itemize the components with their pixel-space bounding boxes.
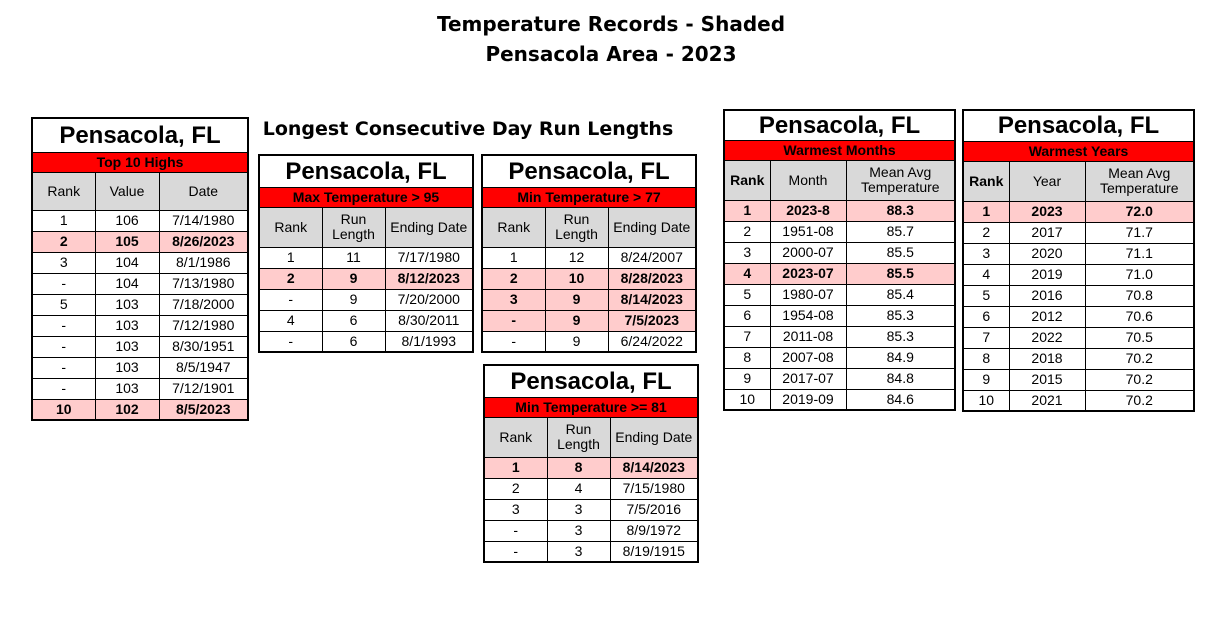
table-cell: - [32, 315, 95, 336]
table-header-row [963, 161, 1194, 201]
column-header: Rank [259, 207, 322, 247]
table-row [484, 499, 698, 520]
table-cell: 2011-08 [770, 326, 846, 347]
table-city-row [32, 118, 248, 152]
table-cell: 1 [724, 200, 770, 221]
table-city-row [482, 155, 696, 187]
table-cell: 102 [95, 399, 159, 420]
table-cell: 85.5 [846, 263, 955, 284]
table-row [482, 331, 696, 352]
table-row-highlighted [484, 457, 698, 478]
table-row [963, 285, 1194, 306]
table-row [724, 389, 955, 410]
table-cell: 2 [724, 221, 770, 242]
table-cell: 103 [95, 357, 159, 378]
table-city-row [963, 110, 1194, 141]
table-cell: 6 [963, 306, 1009, 327]
table-cell: 84.8 [846, 368, 955, 389]
table-cell: 2022 [1009, 327, 1085, 348]
table-subtitle-row [724, 140, 955, 160]
table-cell: 2017-07 [770, 368, 846, 389]
table-cell: 88.3 [846, 200, 955, 221]
table-cell: 8 [547, 457, 610, 478]
table-row [32, 357, 248, 378]
table-cell: 8/12/2023 [385, 268, 473, 289]
table-header-row [259, 207, 473, 247]
table-cell: 9 [963, 369, 1009, 390]
table-cell: 2 [32, 231, 95, 252]
table-cell: - [32, 336, 95, 357]
table-row [724, 326, 955, 347]
table-cell: 2019-09 [770, 389, 846, 410]
table-cell: 8/19/1915 [610, 541, 698, 562]
table-row [259, 247, 473, 268]
top-10-highs-table [31, 117, 249, 421]
table-subtitle: Min Temperature > 77 [482, 187, 696, 207]
table-header-row [724, 160, 955, 200]
table-cell: 11 [322, 247, 385, 268]
table-cell: 70.6 [1085, 306, 1194, 327]
table-cell: 8/9/1972 [610, 520, 698, 541]
table-row [963, 306, 1194, 327]
column-header: Ending Date [610, 417, 698, 457]
table-cell: 8/26/2023 [159, 231, 248, 252]
table-cell: 2020 [1009, 243, 1085, 264]
table-cell: 8/14/2023 [608, 289, 696, 310]
table-cell: - [259, 289, 322, 310]
table-subtitle: Warmest Months [724, 140, 955, 160]
table-cell: 3 [547, 520, 610, 541]
table-cell: 2018 [1009, 348, 1085, 369]
table-cell: 1 [259, 247, 322, 268]
table-cell: 8 [963, 348, 1009, 369]
table-cell: 2 [259, 268, 322, 289]
table-cell: 7/12/1901 [159, 378, 248, 399]
table-row-highlighted [482, 289, 696, 310]
table-cell: 8/30/2011 [385, 310, 473, 331]
table-cell: 9 [545, 331, 608, 352]
table-cell: 103 [95, 378, 159, 399]
table-cell: 106 [95, 210, 159, 231]
page-title: Temperature Records - Shaded [436, 12, 786, 36]
table-subtitle: Min Temperature >= 81 [484, 397, 698, 417]
column-header: Rank [484, 417, 547, 457]
table-cell: 2023-07 [770, 263, 846, 284]
table-cell: 70.2 [1085, 369, 1194, 390]
table-cell: 8/28/2023 [608, 268, 696, 289]
table-cell: 8/1/1993 [385, 331, 473, 352]
table-header-row [482, 207, 696, 247]
table-cell: 7/5/2023 [608, 310, 696, 331]
table-row [724, 221, 955, 242]
table-subtitle-row [482, 187, 696, 207]
table-subtitle-row [259, 187, 473, 207]
table-cell: 6 [322, 310, 385, 331]
table-row [32, 336, 248, 357]
table-cell: 85.4 [846, 284, 955, 305]
table-cell: 71.1 [1085, 243, 1194, 264]
table-cell: 6 [724, 305, 770, 326]
table-cell: 7/12/1980 [159, 315, 248, 336]
table-cell: 8/5/2023 [159, 399, 248, 420]
table-cell: 10 [724, 389, 770, 410]
column-header: Rank [724, 160, 770, 200]
table-cell: 5 [32, 294, 95, 315]
table-cell: 10 [545, 268, 608, 289]
table-cell: - [32, 273, 95, 294]
table-cell: 70.2 [1085, 348, 1194, 369]
warmest-months-table [723, 109, 956, 411]
column-header: Ending Date [385, 207, 473, 247]
table-row-highlighted [259, 268, 473, 289]
table-cell: 7 [963, 327, 1009, 348]
table-header-row [32, 172, 248, 210]
table-cell: 8/5/1947 [159, 357, 248, 378]
table-row-highlighted [32, 231, 248, 252]
table-cell: 1954-08 [770, 305, 846, 326]
table-cell: 8/24/2007 [608, 247, 696, 268]
table-cell: 3 [484, 499, 547, 520]
column-header: Ending Date [608, 207, 696, 247]
table-cell: 7/14/1980 [159, 210, 248, 231]
table-cell: 8/1/1986 [159, 252, 248, 273]
table-row [963, 327, 1194, 348]
table-cell: 85.3 [846, 326, 955, 347]
table-cell: 10 [963, 390, 1009, 411]
table-row [32, 315, 248, 336]
table-row [32, 252, 248, 273]
table-cell: 4 [963, 264, 1009, 285]
table-subtitle: Max Temperature > 95 [259, 187, 473, 207]
table-cell: 3 [547, 499, 610, 520]
table-row [484, 541, 698, 562]
table-cell: 70.2 [1085, 390, 1194, 411]
table-city: Pensacola, FL [963, 110, 1194, 141]
table-cell: 2 [484, 478, 547, 499]
table-row [724, 305, 955, 326]
table-cell: 6 [322, 331, 385, 352]
table-row [259, 331, 473, 352]
table-cell: 72.0 [1085, 201, 1194, 222]
table-city-row [259, 155, 473, 187]
table-cell: - [484, 541, 547, 562]
table-row [963, 348, 1194, 369]
column-header: Rank [963, 161, 1009, 201]
table-cell: - [32, 378, 95, 399]
page-subtitle: Pensacola Area - 2023 [485, 42, 737, 66]
table-cell: 7 [724, 326, 770, 347]
column-header: Rank [32, 172, 95, 210]
table-cell: 7/20/2000 [385, 289, 473, 310]
column-header: Value [95, 172, 159, 210]
table-row [724, 284, 955, 305]
table-cell: - [484, 520, 547, 541]
min-temperature-77-run-table [481, 154, 697, 353]
table-cell: 9 [545, 310, 608, 331]
table-city-row [484, 365, 698, 397]
table-cell: 2019 [1009, 264, 1085, 285]
table-city: Pensacola, FL [482, 155, 696, 187]
table-cell: 8/30/1951 [159, 336, 248, 357]
table-cell: 1980-07 [770, 284, 846, 305]
max-temperature-run-table [258, 154, 474, 353]
table-cell: 1 [963, 201, 1009, 222]
table-row [724, 347, 955, 368]
table-row-highlighted [724, 200, 955, 221]
table-row [963, 390, 1194, 411]
table-cell: 103 [95, 315, 159, 336]
table-cell: - [482, 310, 545, 331]
table-header-row [484, 417, 698, 457]
column-header: Run Length [545, 207, 608, 247]
table-subtitle: Top 10 Highs [32, 152, 248, 172]
table-row [724, 368, 955, 389]
table-cell: 2021 [1009, 390, 1085, 411]
table-city: Pensacola, FL [32, 118, 248, 152]
table-cell: 1951-08 [770, 221, 846, 242]
table-cell: 3 [32, 252, 95, 273]
table-subtitle: Warmest Years [963, 141, 1194, 161]
table-cell: 9 [322, 268, 385, 289]
min-temperature-81-run-table [483, 364, 699, 563]
table-city: Pensacola, FL [724, 110, 955, 140]
table-cell: 2 [963, 222, 1009, 243]
table-row-highlighted [963, 201, 1194, 222]
table-subtitle-row [484, 397, 698, 417]
table-cell: - [482, 331, 545, 352]
table-cell: 3 [724, 242, 770, 263]
table-cell: 70.5 [1085, 327, 1194, 348]
column-header: Mean Avg Temperature [1085, 161, 1194, 201]
column-header: Run Length [547, 417, 610, 457]
table-cell: 2015 [1009, 369, 1085, 390]
table-cell: - [32, 357, 95, 378]
table-cell: 2023-8 [770, 200, 846, 221]
table-row [963, 264, 1194, 285]
table-cell: 9 [322, 289, 385, 310]
table-row [32, 378, 248, 399]
table-row [482, 247, 696, 268]
table-cell: 2007-08 [770, 347, 846, 368]
table-cell: 1 [482, 247, 545, 268]
table-city: Pensacola, FL [259, 155, 473, 187]
table-cell: 1 [484, 457, 547, 478]
table-cell: 2023 [1009, 201, 1085, 222]
table-subtitle-row [963, 141, 1194, 161]
table-cell: 5 [963, 285, 1009, 306]
table-cell: 105 [95, 231, 159, 252]
table-cell: 3 [547, 541, 610, 562]
table-cell: 104 [95, 252, 159, 273]
table-row [32, 294, 248, 315]
table-cell: 71.7 [1085, 222, 1194, 243]
table-row [963, 369, 1194, 390]
table-cell: 2012 [1009, 306, 1085, 327]
table-row-highlighted [482, 310, 696, 331]
table-cell: 8/14/2023 [610, 457, 698, 478]
table-cell: - [259, 331, 322, 352]
column-header: Run Length [322, 207, 385, 247]
table-cell: 7/18/2000 [159, 294, 248, 315]
table-cell: 9 [724, 368, 770, 389]
table-cell: 5 [724, 284, 770, 305]
table-cell: 2016 [1009, 285, 1085, 306]
table-cell: 2 [482, 268, 545, 289]
table-cell: 103 [95, 294, 159, 315]
table-subtitle-row [32, 152, 248, 172]
table-cell: 10 [32, 399, 95, 420]
table-row [484, 520, 698, 541]
table-cell: 103 [95, 336, 159, 357]
table-row [724, 242, 955, 263]
table-cell: 84.9 [846, 347, 955, 368]
table-row-highlighted [32, 399, 248, 420]
table-cell: 2000-07 [770, 242, 846, 263]
table-row [484, 478, 698, 499]
table-cell: 4 [259, 310, 322, 331]
table-cell: 4 [724, 263, 770, 284]
column-header: Date [159, 172, 248, 210]
table-row [963, 243, 1194, 264]
table-cell: 7/17/1980 [385, 247, 473, 268]
table-cell: 104 [95, 273, 159, 294]
table-cell: 2017 [1009, 222, 1085, 243]
table-cell: 85.7 [846, 221, 955, 242]
table-row-highlighted [482, 268, 696, 289]
table-cell: 70.8 [1085, 285, 1194, 306]
table-city: Pensacola, FL [484, 365, 698, 397]
table-cell: 3 [963, 243, 1009, 264]
table-cell: 6/24/2022 [608, 331, 696, 352]
table-cell: 8 [724, 347, 770, 368]
table-cell: 7/15/1980 [610, 478, 698, 499]
table-row [259, 310, 473, 331]
table-cell: 85.3 [846, 305, 955, 326]
table-cell: 84.6 [846, 389, 955, 410]
table-row [32, 210, 248, 231]
table-cell: 7/5/2016 [610, 499, 698, 520]
column-header: Month [770, 160, 846, 200]
column-header: Rank [482, 207, 545, 247]
table-row [963, 222, 1194, 243]
runs-heading: Longest Consecutive Day Run Lengths [262, 118, 674, 140]
table-cell: 4 [547, 478, 610, 499]
warmest-years-table [962, 109, 1195, 412]
table-row-highlighted [724, 263, 955, 284]
table-cell: 71.0 [1085, 264, 1194, 285]
table-cell: 12 [545, 247, 608, 268]
table-cell: 9 [545, 289, 608, 310]
table-cell: 1 [32, 210, 95, 231]
table-row [259, 289, 473, 310]
table-cell: 7/13/1980 [159, 273, 248, 294]
table-cell: 85.5 [846, 242, 955, 263]
column-header: Mean Avg Temperature [846, 160, 955, 200]
table-city-row [724, 110, 955, 140]
table-row [32, 273, 248, 294]
column-header: Year [1009, 161, 1085, 201]
table-cell: 3 [482, 289, 545, 310]
